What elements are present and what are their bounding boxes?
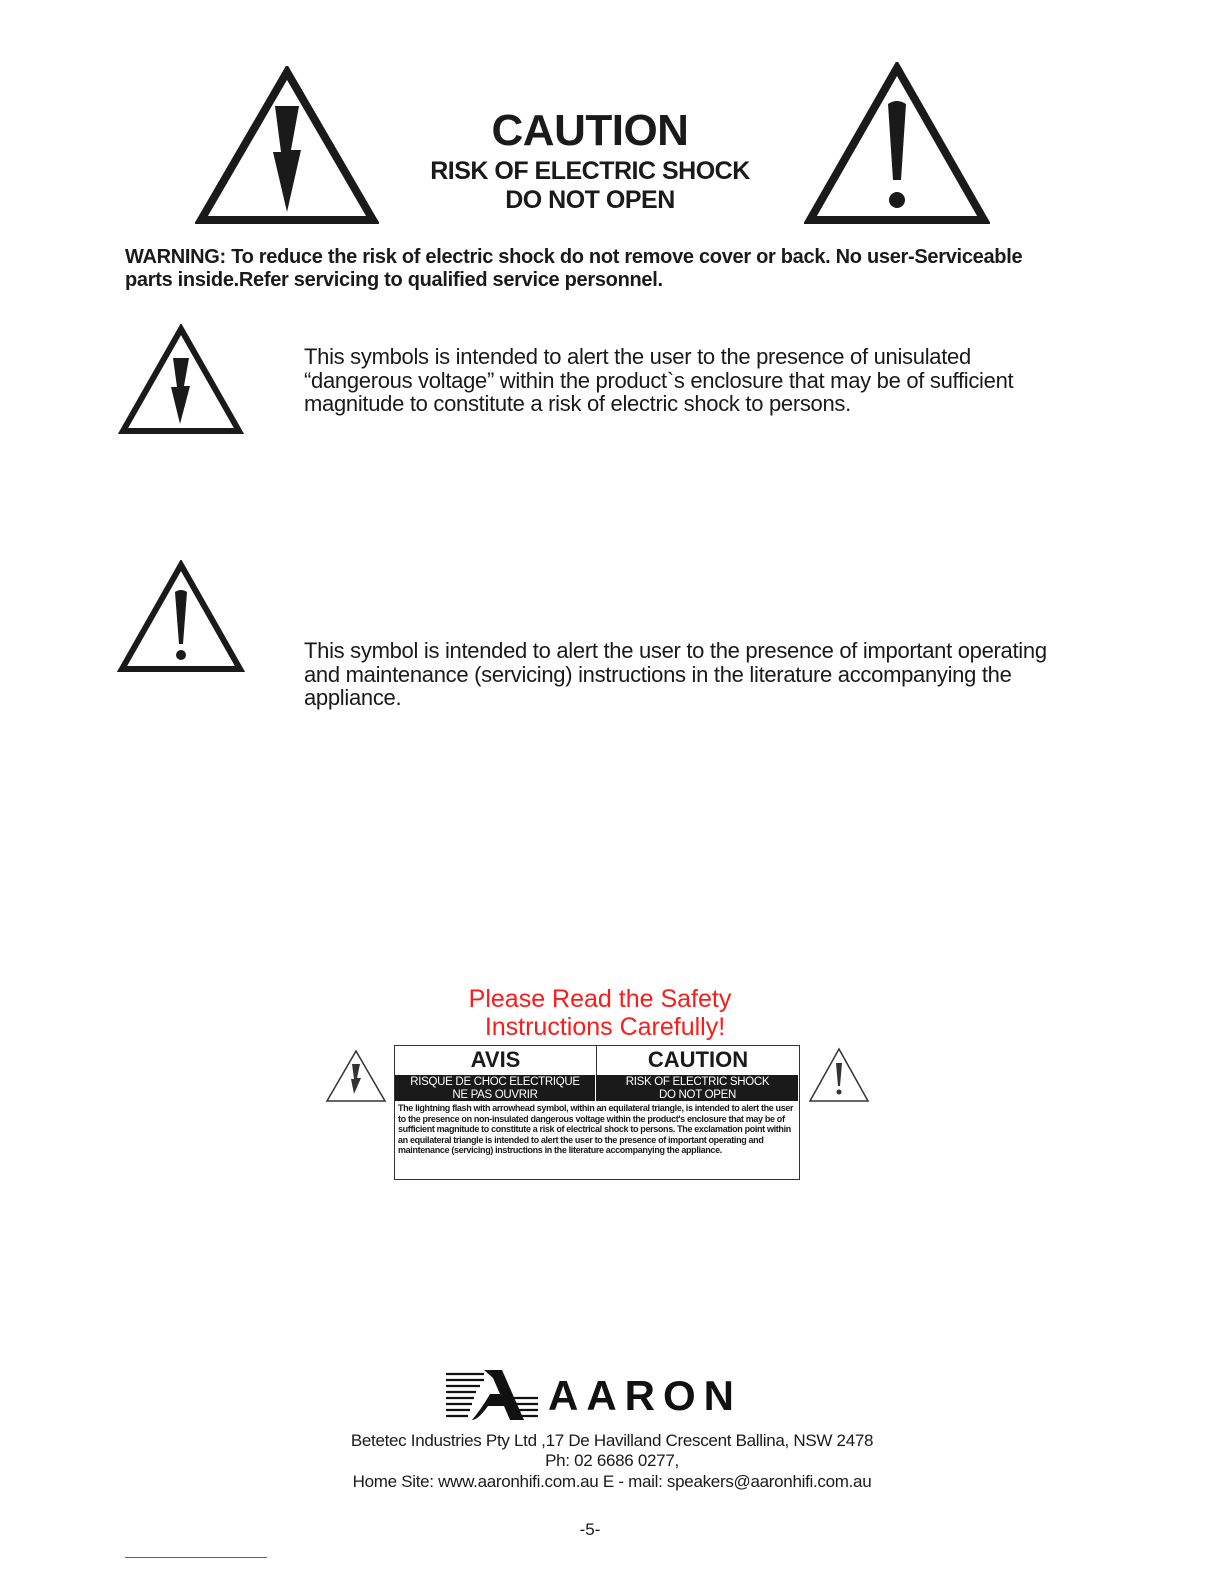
exclamation-triangle-icon xyxy=(117,560,245,674)
label-english-line-2: DO NOT OPEN xyxy=(659,1088,736,1101)
lightning-triangle-icon xyxy=(195,66,379,226)
warning-text: To reduce the risk of electric shock do not remove cover or back. No user-Serviceable parts inside.Refer servicing to qualified service personnel. xyxy=(125,246,1023,291)
label-english-line-1: RISK OF ELECTRIC SHOCK xyxy=(625,1076,770,1088)
warning-label: WARNING: xyxy=(125,246,226,268)
symbol-description-instructions: This symbol is intended to alert the user to the presence of important operating and maintenance (servicing) instructions in the literature accompanying the appliance. xyxy=(304,638,1047,710)
safety-notice xyxy=(380,985,820,1041)
exclamation-triangle-icon xyxy=(804,62,990,226)
company-phone: Ph: 02 6686 0277, xyxy=(545,1451,679,1470)
exclamation-triangle-icon xyxy=(807,1046,871,1104)
lightning-triangle-icon xyxy=(118,324,244,436)
caution-subtitle-2: DO NOT OPEN xyxy=(505,186,675,214)
symbol-description-voltage: This symbols is intended to alert the user to the presence of unisulated “dangerous voltage” within the product`s enclosure that may be of sufficient magnitude to constitute a risk of electric shock to persons. xyxy=(304,344,1014,416)
warning-paragraph xyxy=(125,246,1045,292)
brand-name: AARON xyxy=(548,1372,742,1419)
label-french-line-2: NE PAS OUVRIR xyxy=(452,1088,538,1101)
label-heading-avis: AVIS xyxy=(395,1046,597,1075)
label-dark-band xyxy=(395,1075,798,1101)
lightning-triangle-icon xyxy=(324,1048,388,1104)
aaron-logo-icon xyxy=(444,1368,540,1422)
caution-title: CAUTION xyxy=(491,106,689,155)
label-english-warning xyxy=(597,1075,798,1101)
company-address: Betetec Industries Pty Ltd ,17 De Havilland Crescent Ballina, NSW 2478 xyxy=(350,1431,874,1450)
footer-divider xyxy=(125,1557,267,1558)
safety-notice-line-2: Instructions Carefully! xyxy=(484,1013,726,1041)
page-number: -5- xyxy=(579,1520,601,1539)
label-heading-caution: CAUTION xyxy=(647,1047,749,1072)
caution-subtitle-1: RISK OF ELECTRIC SHOCK xyxy=(430,157,750,185)
label-body-text: The lightning flash with arrowhead symbol, within an equilateral triangle, is intended to alert the user to the presence on non-insulated dangerous voltage within the product's enclosure that may be of sufficient magnitude to constitute a risk of electrical shock to persons. The exclamation point within an equilateral triangle is intended to alert the user to the presence of important operating and maintenance (servicing) instructions in the literature accompanying the appliance. xyxy=(398,1103,794,1156)
label-french-warning xyxy=(395,1075,596,1101)
safety-notice-line-1: Please Read the Safety xyxy=(468,985,732,1013)
company-web-email: Home Site: www.aaronhifi.com.au E - mail: speakers@aaronhifi.com.au xyxy=(352,1472,872,1491)
warning-label-box xyxy=(394,1045,800,1180)
label-french-line-1: RISQUE DE CHOC ELECTRIQUE xyxy=(410,1076,580,1088)
